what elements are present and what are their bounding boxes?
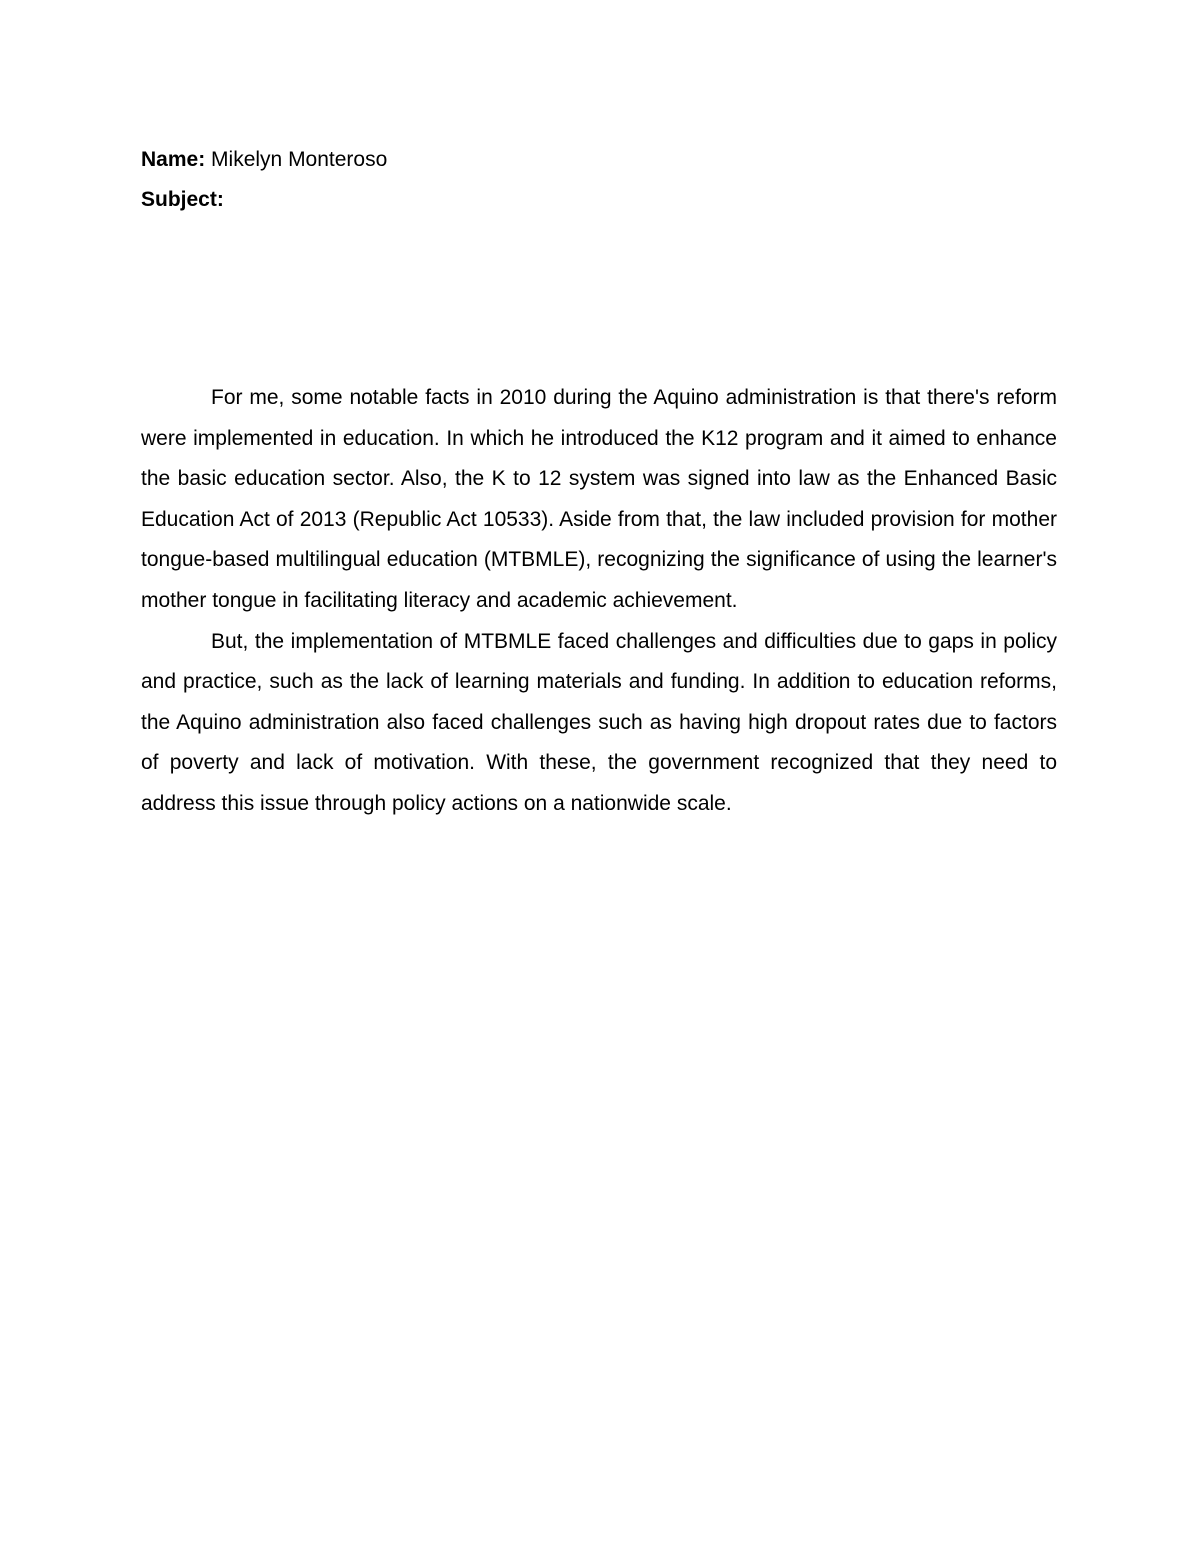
body-paragraph-1: For me, some notable facts in 2010 during the Aquino administration is that there's reform were implemented in education. In which he introduced the K12 program and it aimed to enhance the basic education sector. Also, the K to 12 system was signed into law as the Enhanced Basic Education Act of 2013 (Republic Act 10533). Aside from that, the law included provision for mother tongue-based multilingual education (MTBMLE), recognizing the significance of using the learner's mother tongue in facilitating literacy and academic achievement. [141, 386, 1057, 612]
subject-line [141, 180, 1061, 220]
name-line [141, 140, 1061, 180]
name-value: Mikelyn Monteroso [211, 148, 388, 171]
body-paragraph-2: But, the implementation of MTBMLE faced challenges and difficulties due to gaps in policy and practice, such as the lack of learning materials and funding. In addition to education reforms, the Aquino administration also faced challenges such as having high dropout rates due to factors of poverty and lack of motivation. With these, the government recognized that they need to address this issue through policy actions on a nationwide scale. [141, 629, 1057, 815]
name-label: Name: [141, 148, 206, 171]
document-body [141, 378, 1057, 825]
subject-label: Subject: [141, 188, 224, 211]
document-header [141, 140, 1061, 220]
